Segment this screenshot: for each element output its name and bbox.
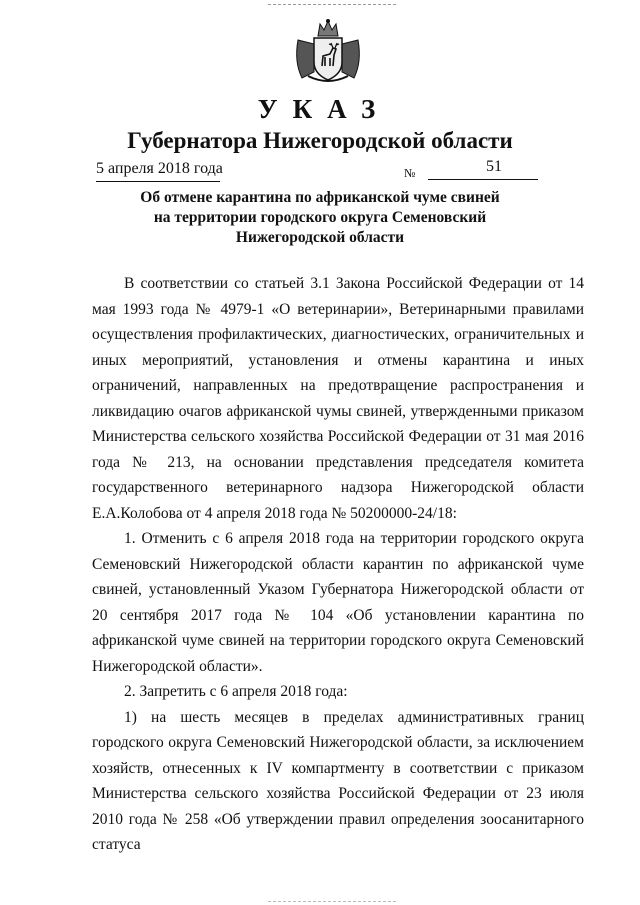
- clause-1-paragraph: 1. Отменить с 6 апреля 2018 года на территории городского округа Семеновский Нижегородской области карантин по африканской чуме свиней, установленный Указом Губернатора Нижегородской области от 20 сентября 2017 года № 104 «Об установлении карантина по африканской чуме свиней на территории городского округа Семеновский Нижегородской области».: [92, 530, 584, 675]
- issuer-heading: Губернатора Нижегородской области: [127, 128, 513, 153]
- title-line: Об отмене карантина по африканской чуме свиней: [140, 189, 500, 206]
- number-underline: [428, 179, 538, 180]
- title-line: на территории городского округа Семеновский: [153, 209, 487, 226]
- title-line: Нижегородской области: [235, 229, 405, 246]
- preamble-paragraph: В соответствии со статьей 3.1 Закона Российской Федерации от 14 мая 1993 года № 4979-1 «О ветеринарии», Ветеринарными правилами осуществления профилактических, диагностических, ограничительных и иных мероприятий, установления и отмены карантина и иных ограничений, направленных на предотвращение распространения и ликвидацию очагов африканской чумы свиней, утвержденными приказом Министерства сельского хозяйства Российской Федерации от 31 мая 2016 года № 213, на основании представления председателя комитета государственного ветеринарного надзора Нижегородской области Е.А.Колобова от 4 апреля 2018 года № 50200000-24/18:: [92, 275, 584, 522]
- date-underline: [96, 181, 220, 182]
- document-body: [92, 271, 584, 858]
- document-type-heading: УКАЗ: [257, 94, 391, 124]
- document-date: 5 апреля 2018 года: [96, 160, 223, 177]
- document-number: 51: [486, 158, 502, 175]
- bottom-page-edge-rule: [268, 901, 396, 902]
- number-label: №: [404, 166, 416, 180]
- clause-2-1-paragraph: 1) на шесть месяцев в пределах административных границ городского округа Семеновский Нижегородской области, за исключением хозяйств, отнесенных к IV компартменту в соответствии с приказом Министерства сельского хозяйства Российской Федерации от 23 июля 2010 года № 258 «Об утверждении правил определения зоосанитарного статуса: [92, 708, 584, 853]
- top-page-edge-rule: [268, 4, 396, 5]
- document-title: [100, 188, 540, 248]
- clause-2-paragraph: 2. Запретить с 6 апреля 2018 года:: [124, 683, 348, 700]
- coat-of-arms-icon: [292, 18, 364, 84]
